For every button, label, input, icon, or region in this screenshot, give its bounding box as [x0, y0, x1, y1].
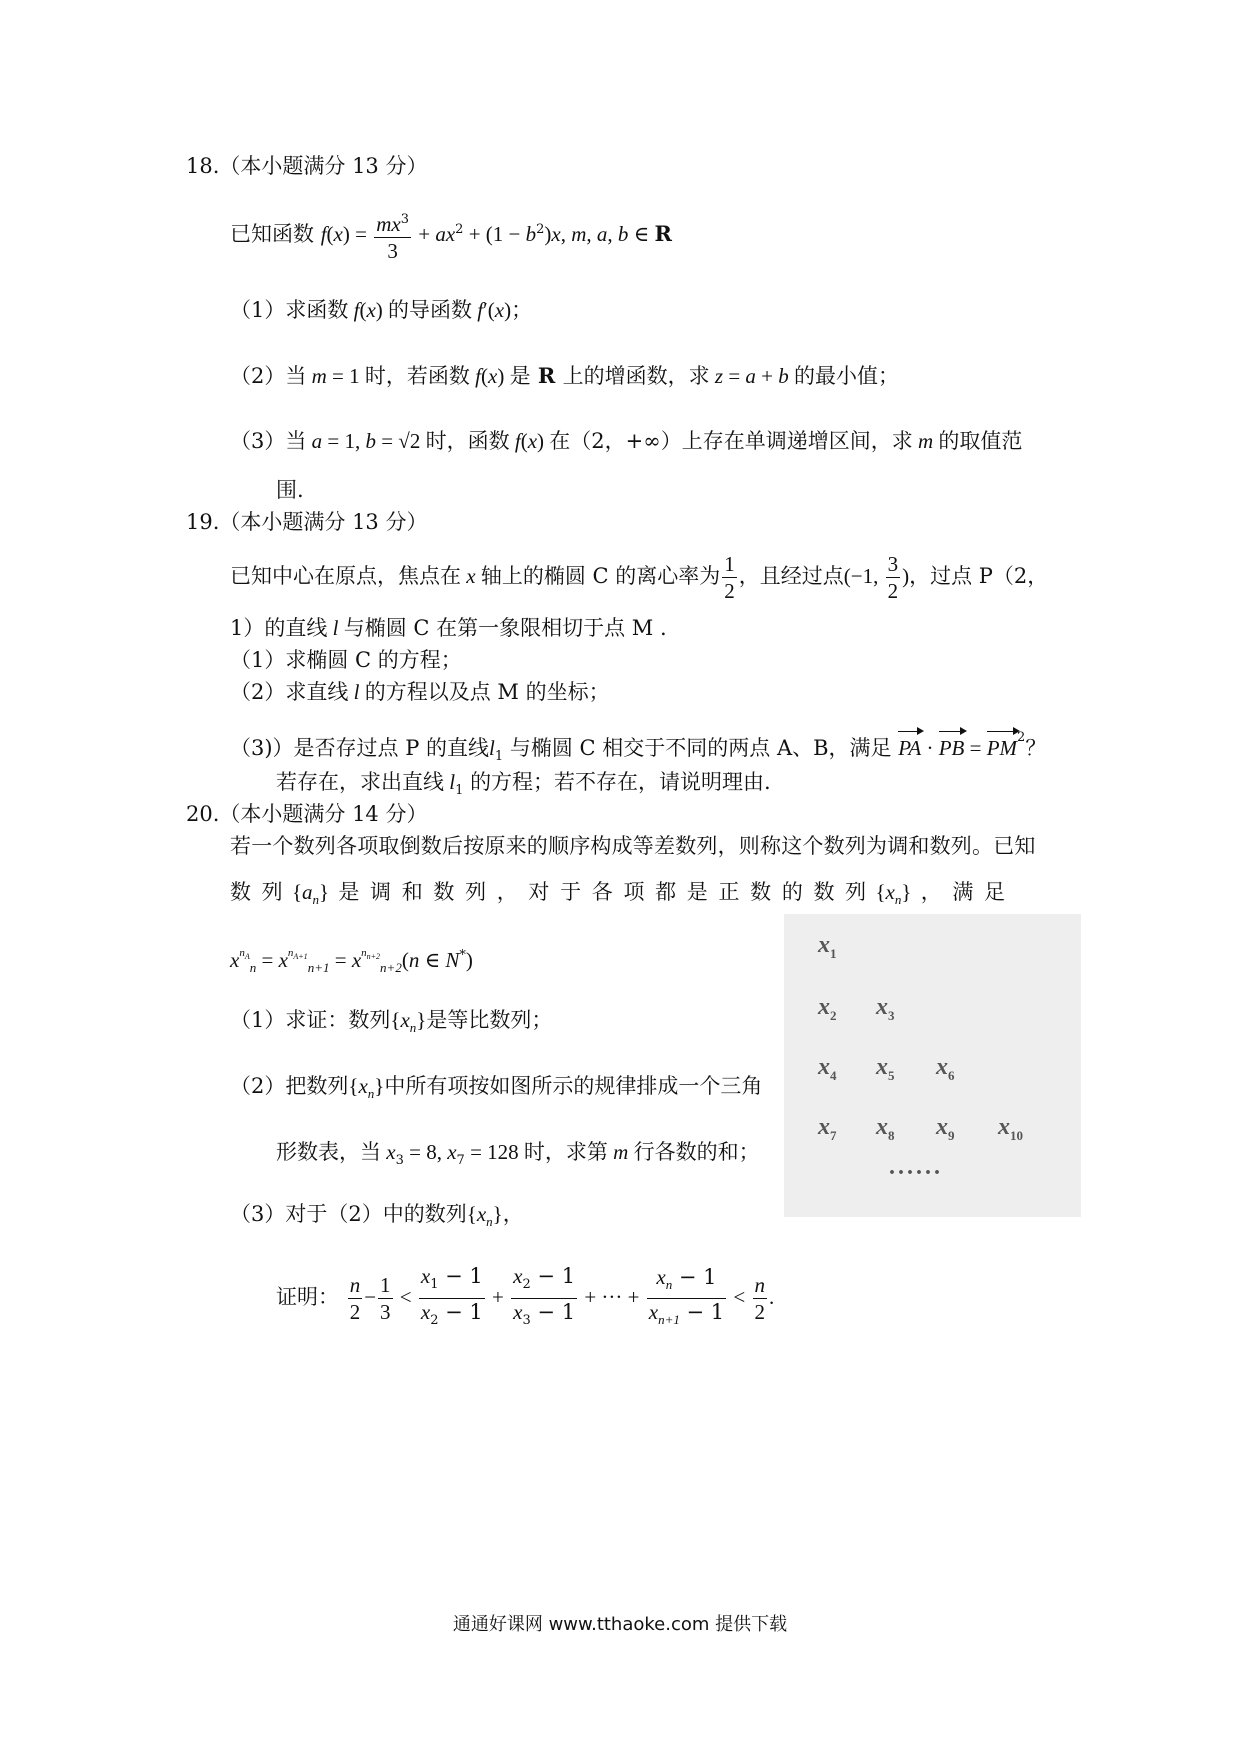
- q18-intro: 已知函数 f(x) = $\frac{mx^3}{3}$ + $ax^2 + (1 - b^2)x$, m, a, b ∈ R: [230, 200, 672, 260]
- q20-intro-2: 数 列 $\{a_n\}$ 是 调 和 数 列 ， 对 于 各 项 都 是 正 数 的 数 列 $\{x_n\}$ ， 满 足: [230, 880, 1006, 908]
- q20-part2: （2）把数列$\{x_n\}$中所有项按如图所示的规律排成一个三角: [230, 1074, 763, 1102]
- cell-x9: $x_9$: [936, 1114, 955, 1143]
- q18-part3: （3）当 a = 1, b = √2 时，函数 f(x) 在（2，+∞）上存在单调递增区间，求 m 的取值范: [230, 429, 1023, 453]
- cell-x5: $x_5$: [876, 1054, 895, 1083]
- q20-header: 20.（本小题满分 14 分）: [186, 802, 428, 826]
- q20-intro-1: 若一个数列各项取倒数后按原来的顺序构成等差数列，则称这个数列为调和数列。已知: [230, 834, 1036, 858]
- cell-x3: $x_3$: [876, 994, 895, 1023]
- q18-part3-cont: 围.: [276, 478, 304, 502]
- cell-x7: $x_7$: [818, 1114, 837, 1143]
- q20-part1: （1）求证：数列$\{x_n\}$是等比数列；: [230, 1008, 553, 1036]
- cell-x10: $x_{10}$: [998, 1114, 1023, 1143]
- q19-part3-cont: 若存在，求出直线 $l_1$ 的方程；若不存在，请说明理由.: [276, 770, 771, 799]
- q20-part3: （3）对于（2）中的数列$\{x_n\}$，: [230, 1202, 524, 1230]
- cell-x4: $x_4$: [818, 1054, 837, 1083]
- triangle-figure: [784, 914, 1081, 1217]
- cell-x6: $x_6$: [936, 1054, 955, 1083]
- q19-intro: 已知中心在原点，焦点在 x 轴上的椭圆 C 的离心率为 $\frac{1}{2}$ ，且经过点(−1, $\frac{3}{2}$ )，过点 P（2，: [230, 552, 1049, 603]
- q20-part2-cont: 形数表，当 $x_3 = 8$, $x_7 = 128$ 时，求第 m 行各数的和；: [276, 1140, 760, 1169]
- q18-header: 18.（本小题满分 13 分）: [186, 154, 428, 178]
- q19-part3: （3)）是否存过点 P 的直线$l_1$ 与椭圆 C 相交于不同的两点 A、B，满足 PA · PB = $PM^2$？: [230, 730, 1047, 765]
- q20-condition: $x_{^{n_A}n} = x_{^{n_{A+1}}n+1} = x_{^{n_{n+2}}n+2}(n$ ∈ N*): [230, 947, 473, 976]
- cell-x8: $x_8$: [876, 1114, 895, 1143]
- triangle-dots: ······: [888, 1160, 943, 1186]
- q20-inequality: 证明： $\frac{n}{2}$ − $\frac{1}{3}$ < $\frac{x_1 - 1}{x_2 - 1}$ + $\frac{x_2 - 1}{x_3 - 1}$ + ··· + $\frac{x_n - 1}{x_{n+1} - 1}$ < $\frac{n}{2}$ .: [276, 1263, 775, 1329]
- q18-part1: （1）求函数 f(x) 的导函数 f′(x)；: [230, 298, 533, 322]
- q19-part1: （1）求椭圆 C 的方程；: [230, 648, 462, 672]
- q19-intro-cont: 1）的直线 l 与椭圆 C 在第一象限相切于点 M .: [230, 616, 667, 640]
- footer-source: 通通好课网 www.tthaoke.com 提供下载: [452, 1614, 788, 1635]
- cell-x1: $x_1$: [818, 932, 837, 961]
- q18-intro-text: 已知函数: [230, 222, 314, 246]
- q19-part2: （2）求直线 l 的方程以及点 M 的坐标；: [230, 680, 610, 704]
- q19-header: 19.（本小题满分 13 分）: [186, 510, 428, 534]
- cell-x2: $x_2$: [818, 994, 837, 1023]
- q18-part2: （2）当 m = 1 时，若函数 f(x) 是 R 上的增函数，求 z = a + b 的最小值；: [230, 363, 900, 388]
